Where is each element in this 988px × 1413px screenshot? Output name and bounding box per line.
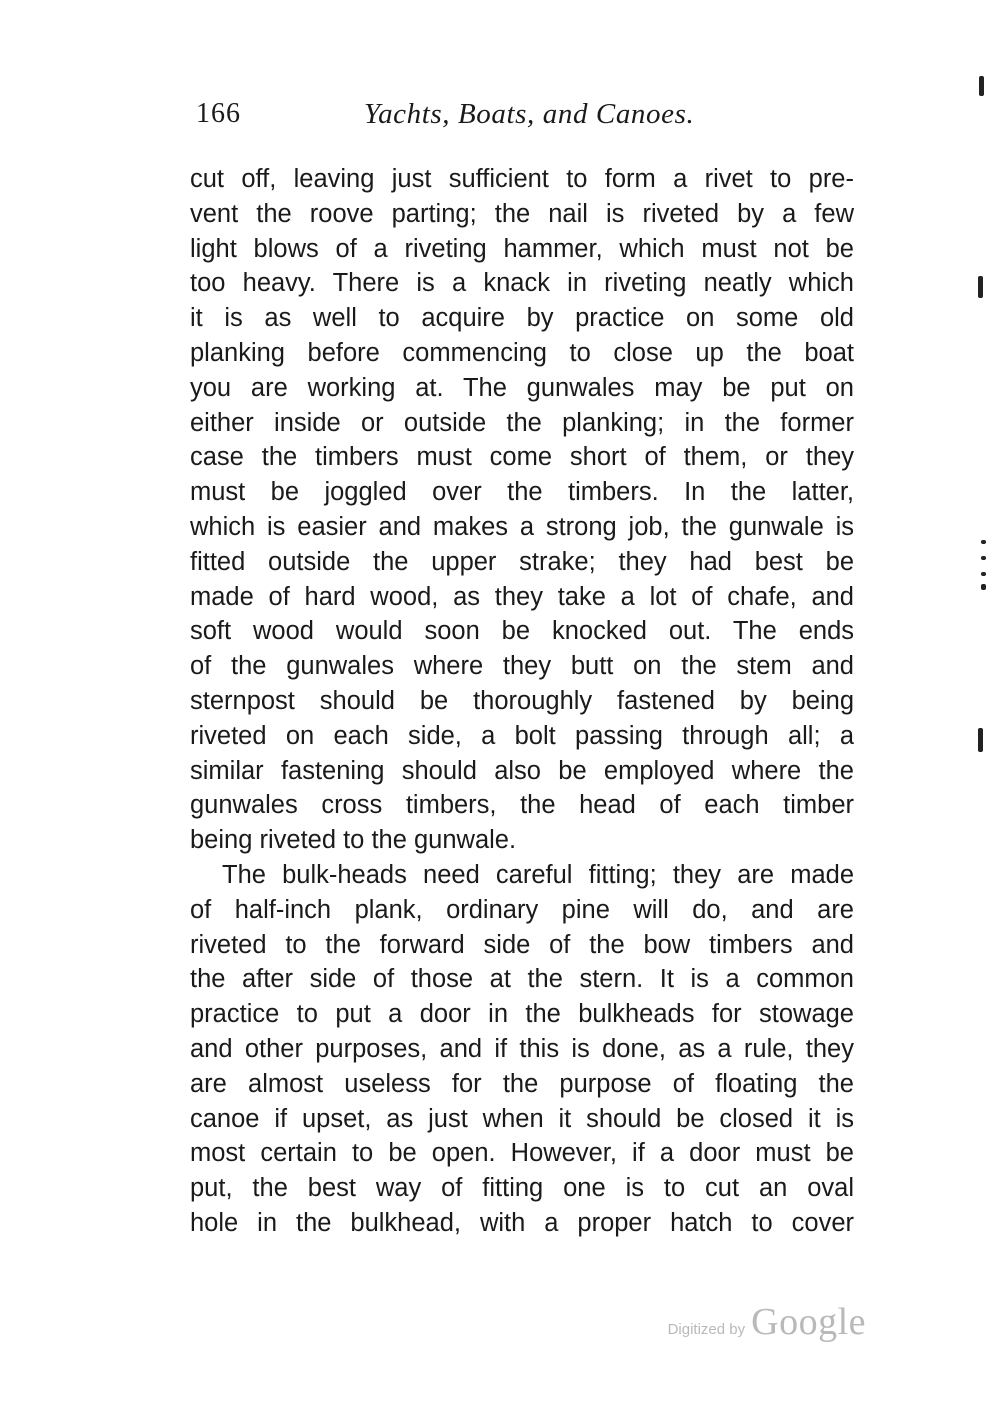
paragraph-1 xyxy=(190,162,854,858)
text-line: case the timbers must come short of them, or they xyxy=(190,443,854,472)
scan-mark xyxy=(981,572,986,576)
scan-edge-marks xyxy=(976,0,988,1413)
text-line: of the gunwales where they butt on the stem and xyxy=(190,652,854,681)
scan-mark xyxy=(981,584,986,590)
text-line: made of hard wood, as they take a lot of chafe, and xyxy=(190,582,854,611)
digitized-watermark xyxy=(668,1300,866,1344)
scan-mark xyxy=(981,556,986,560)
text-line: most certain to be open. However, if a door must be xyxy=(190,1139,854,1168)
text-line: must be joggled over the timbers. In the latter, xyxy=(190,478,854,507)
text-line: hole in the bulkhead, with a proper hatch to cover xyxy=(190,1208,854,1237)
running-title: Yachts, Boats, and Canoes. xyxy=(364,98,695,130)
text-line: riveted on each side, a bolt passing through all; a xyxy=(190,721,854,750)
text-line: and other purposes, and if this is done, as a rule, they xyxy=(190,1034,854,1063)
text-line: sternpost should be thoroughly fastened by being xyxy=(190,686,854,715)
text-line: planking before commencing to close up the boat xyxy=(190,338,854,367)
text-line: too heavy. There is a knack in riveting neatly which xyxy=(190,269,854,298)
scan-mark xyxy=(981,540,986,544)
watermark-prefix: Digitized by xyxy=(667,1321,746,1338)
text-line: similar fastening should also be employed where the xyxy=(190,756,854,785)
text-line: gunwales cross timbers, the head of each timber xyxy=(190,791,854,820)
paragraph-2 xyxy=(190,858,854,1241)
google-logo: Google xyxy=(751,1301,866,1343)
text-line: riveted to the forward side of the bow timbers and xyxy=(190,930,854,959)
text-line: of half-inch plank, ordinary pine will do, and are xyxy=(190,895,854,924)
running-head xyxy=(196,98,856,142)
text-line: which is easier and makes a strong job, the gunwale is xyxy=(190,512,854,541)
scan-mark xyxy=(978,728,983,752)
text-line: the after side of those at the stern. It is a common xyxy=(190,965,854,994)
text-line: it is as well to acquire by practice on some old xyxy=(190,304,854,333)
text-line: cut off, leaving just sufficient to form a rivet to pre- xyxy=(190,165,854,193)
text-line: The bulk-heads need careful fitting; they are made xyxy=(222,860,854,889)
body-text xyxy=(190,162,854,1241)
text-line: you are working at. The gunwales may be put on xyxy=(190,373,854,402)
text-line: fitted outside the upper strake; they had best be xyxy=(190,547,854,576)
text-line: are almost useless for the purpose of floating the xyxy=(190,1069,854,1098)
scan-mark xyxy=(978,276,983,298)
scan-mark xyxy=(979,76,984,96)
text-line: practice to put a door in the bulkheads for stowage xyxy=(190,1000,854,1029)
text-line: vent the roove parting; the nail is riveted by a few xyxy=(190,199,854,228)
page-number: 166 xyxy=(196,98,241,129)
text-line: soft wood would soon be knocked out. The ends xyxy=(190,617,854,646)
text-line: either inside or outside the planking; in the former xyxy=(190,408,854,437)
text-line: being riveted to the gunwale. xyxy=(190,826,517,855)
text-line: canoe if upset, as just when it should be closed it is xyxy=(190,1104,854,1133)
text-line: light blows of a riveting hammer, which must not be xyxy=(190,234,854,263)
text-line: put, the best way of fitting one is to cut an oval xyxy=(190,1174,854,1203)
